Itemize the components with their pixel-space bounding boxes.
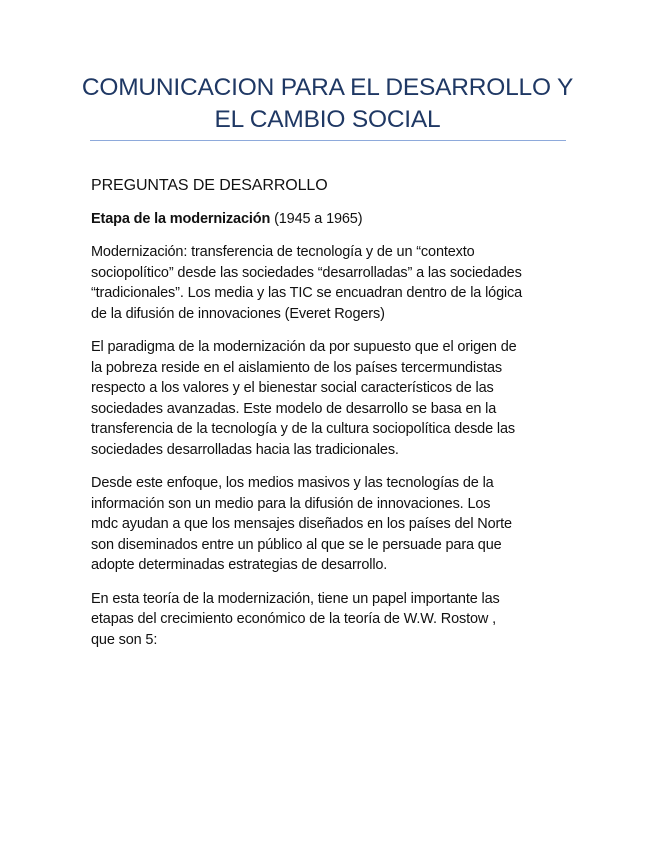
- section-label: Etapa de la modernización: [91, 211, 271, 227]
- paragraph-line: son diseminados entre un público al que se le persuade para que: [91, 536, 502, 553]
- paragraph-line: adopte determinadas estrategias de desarrollo.: [91, 557, 388, 573]
- document-title: [80, 72, 575, 136]
- paragraph-line: En esta teoría de la modernización, tiene un papel importante las: [91, 590, 500, 607]
- paragraph-line: Modernización: transferencia de tecnología y de un “contexto: [91, 244, 475, 260]
- paragraph-line: Desde este enfoque, los medios masivos y las tecnologías de la: [91, 475, 494, 491]
- paragraph-line: transferencia de la tecnología y de la cultura sociopolítica desde las: [91, 421, 515, 437]
- paragraph-line: respecto a los valores y el bienestar social característicos de las: [91, 380, 494, 396]
- paragraph: [91, 473, 571, 576]
- paragraph-line: sociopolítico” desde las sociedades “desarrolladas” a las sociedades: [91, 264, 522, 281]
- section-heading: [91, 209, 571, 229]
- paragraph-line: sociedades avanzadas. Este modelo de desarrollo se basa en la: [91, 400, 497, 417]
- paragraph-line: “tradicionales”. Los media y las TIC se encuadran dentro de la lógica: [91, 285, 523, 301]
- paragraph-line: que son 5:: [91, 631, 158, 648]
- paragraph: [91, 242, 571, 324]
- section-dates: (1945 a 1965): [274, 211, 363, 227]
- paragraph-line: sociedades desarrolladas hacia las tradicionales.: [91, 441, 399, 458]
- subheading: PREGUNTAS DE DESARROLLO: [91, 177, 328, 194]
- paragraph-line: de la difusión de innovaciones (Everet Rogers): [91, 305, 385, 322]
- document-body: [91, 176, 571, 663]
- paragraph-line: etapas del crecimiento económico de la teoría de W.W. Rostow ,: [91, 611, 496, 627]
- title-line: EL CAMBIO SOCIAL: [214, 106, 441, 133]
- paragraph: [91, 337, 571, 460]
- paragraph-line: El paradigma de la modernización da por supuesto que el origen de: [91, 339, 517, 355]
- paragraph: [91, 589, 571, 651]
- title-underline-rule: [90, 140, 566, 141]
- title-line: COMUNICACION PARA EL DESARROLLO Y: [81, 74, 574, 101]
- paragraph-line: información son un medio para la difusión de innovaciones. Los: [91, 495, 491, 512]
- paragraph-line: mdc ayudan a que los mensajes diseñados en los países del Norte: [91, 516, 512, 532]
- paragraph-line: la pobreza reside en el aislamiento de los países tercermundistas: [91, 359, 502, 376]
